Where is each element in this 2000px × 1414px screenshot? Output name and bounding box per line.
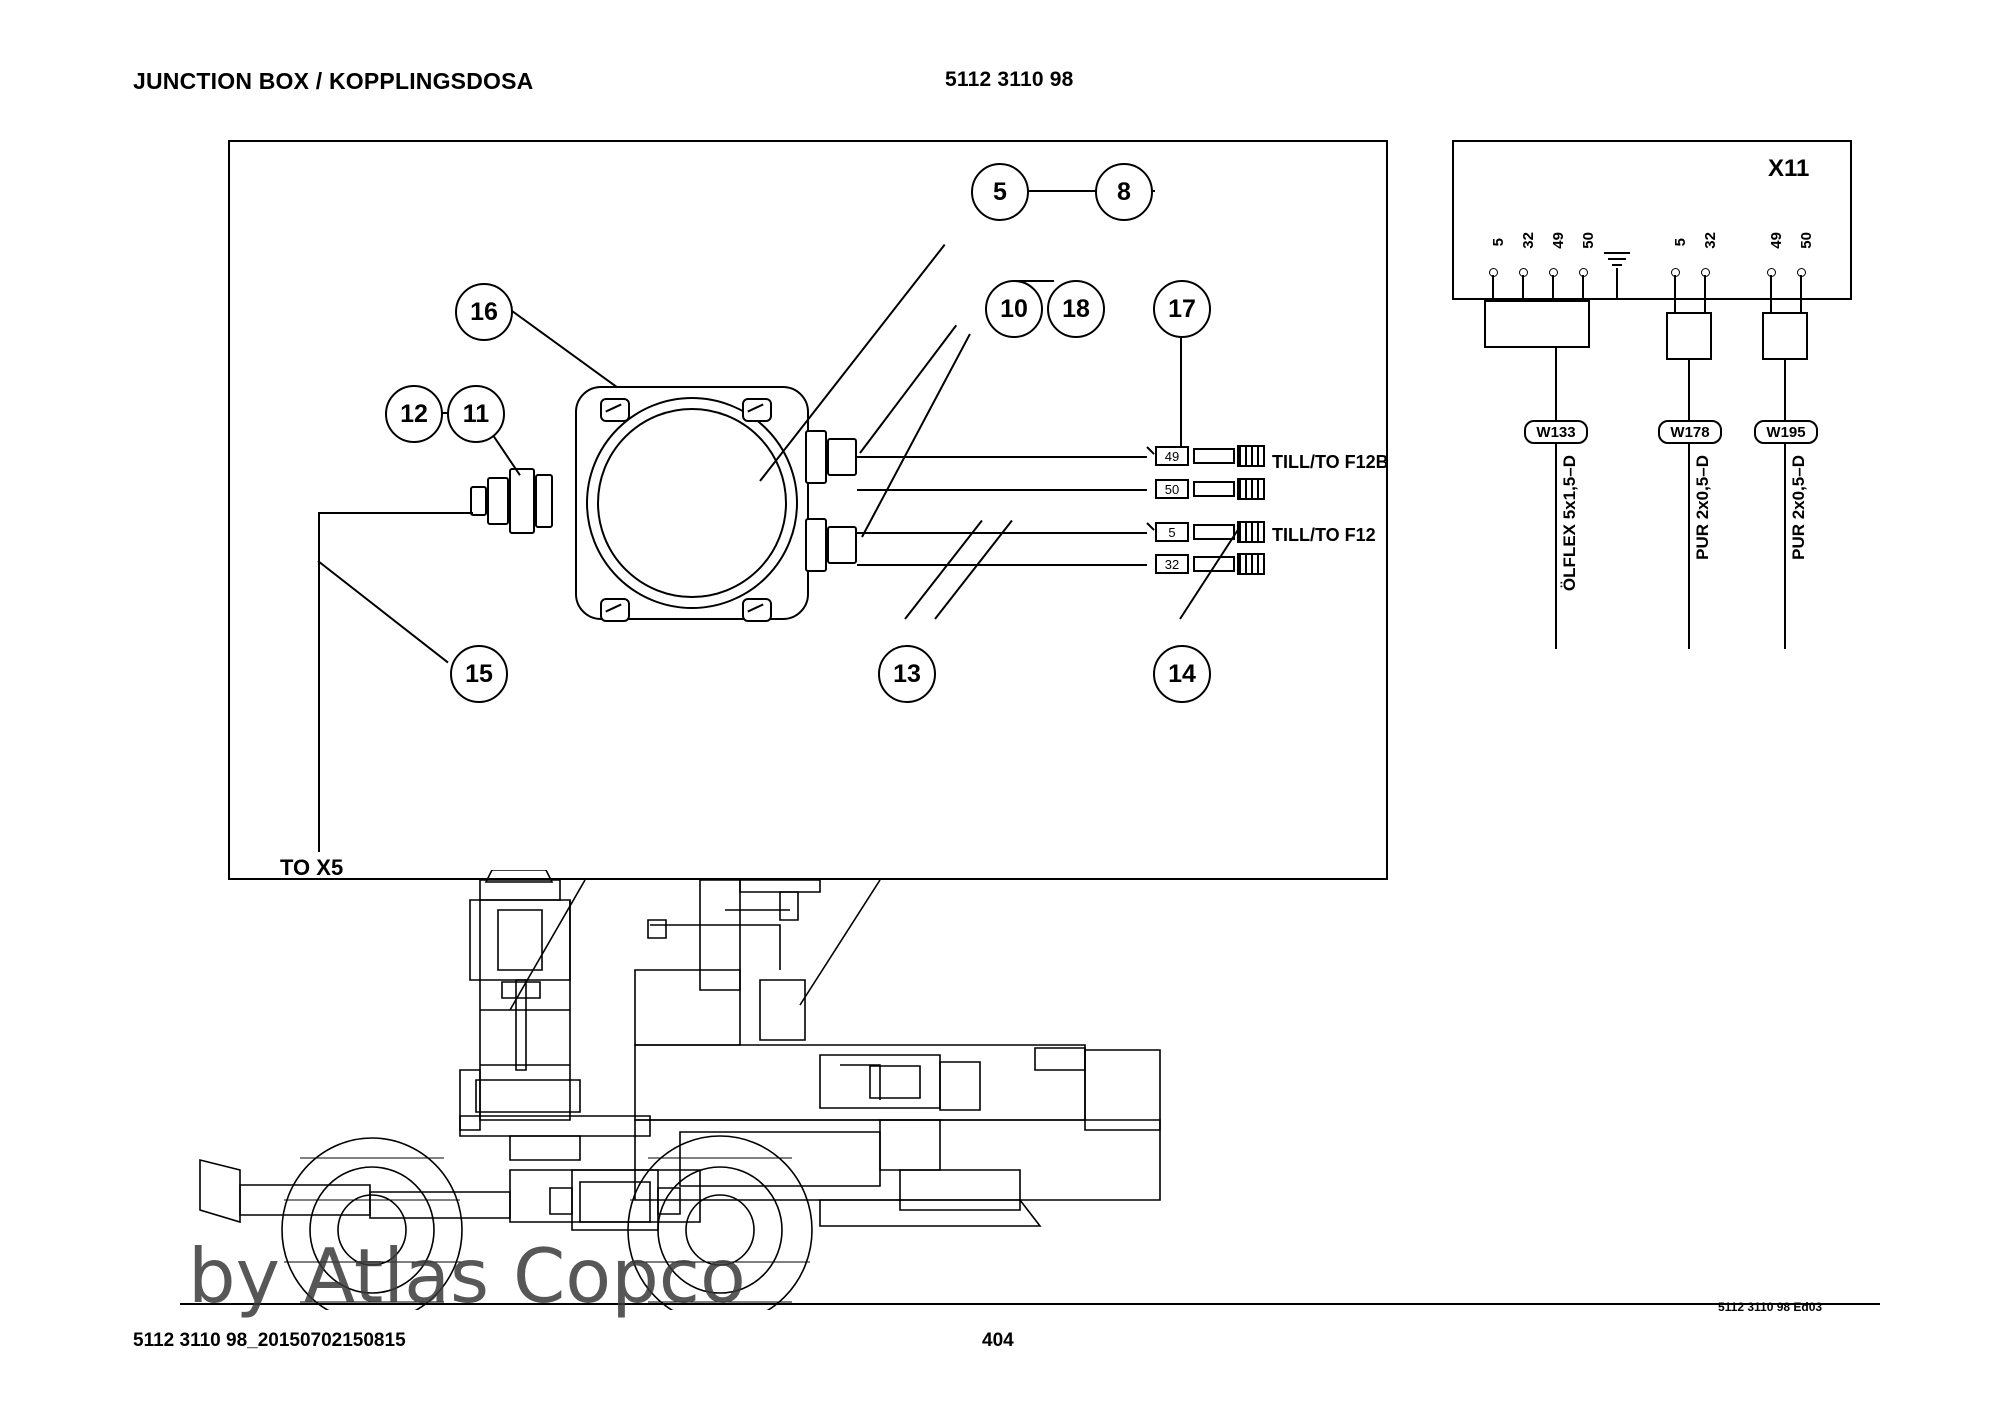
balloon-18: 18 bbox=[1047, 280, 1105, 338]
wire-label: 5 bbox=[1155, 522, 1189, 542]
right-gland-lower-nut bbox=[827, 526, 857, 564]
pin-label: 5 bbox=[1490, 238, 1507, 247]
cable-block-w133 bbox=[1484, 300, 1590, 348]
cable-block-w195 bbox=[1762, 312, 1808, 360]
balloon-5: 5 bbox=[971, 163, 1029, 221]
screw-icon bbox=[742, 598, 772, 622]
wire-label: 49 bbox=[1155, 446, 1189, 466]
right-gland-upper-nut bbox=[827, 438, 857, 476]
wire-connector bbox=[1193, 481, 1235, 497]
wire-label: 32 bbox=[1155, 554, 1189, 574]
cable-lower-w195 bbox=[1784, 444, 1786, 649]
cable-stem-w195 bbox=[1784, 360, 1786, 428]
ferrule-icon bbox=[1237, 478, 1265, 500]
page-title: JUNCTION BOX / KOPPLINGSDOSA bbox=[133, 68, 534, 94]
pin-label: 32 bbox=[1702, 232, 1719, 249]
watermark: by Atlas Copco bbox=[188, 1232, 746, 1320]
balloon-8: 8 bbox=[1095, 163, 1153, 221]
pin-label: 50 bbox=[1798, 232, 1815, 249]
footer-document-id: 5112 3110 98_20150702150815 bbox=[133, 1330, 406, 1351]
pin-label: 49 bbox=[1768, 232, 1785, 249]
destination-label: TILL/TO F12B bbox=[1272, 452, 1389, 472]
cable-stem-w178 bbox=[1688, 360, 1690, 428]
pin-drop bbox=[1704, 275, 1706, 313]
wire-label: 50 bbox=[1155, 479, 1189, 499]
earth-lead bbox=[1616, 268, 1618, 300]
x11-label: X11 bbox=[1768, 155, 1810, 182]
pin-drop bbox=[1770, 275, 1772, 313]
wire-connector bbox=[1193, 448, 1235, 464]
cable-gland-body bbox=[509, 468, 535, 534]
junction-box-lid-inner-ring bbox=[597, 408, 787, 598]
pin-label: 49 bbox=[1550, 232, 1567, 249]
wire-49 bbox=[857, 456, 1147, 458]
to-x5-label: TO X5 bbox=[280, 855, 344, 880]
balloon-10: 10 bbox=[985, 280, 1043, 338]
balloon-14: 14 bbox=[1153, 645, 1211, 703]
footer-edition: 5112 3110 98 Ed03 bbox=[1718, 1300, 1823, 1314]
earth-symbol-bar3 bbox=[1612, 264, 1622, 266]
pin-drop bbox=[1674, 275, 1676, 313]
document-number: 5112 3110 98 bbox=[945, 68, 1074, 91]
cable-type-w195: PUR 2x0,5–D bbox=[1789, 455, 1808, 560]
earth-symbol bbox=[1604, 252, 1630, 254]
pin-label: 32 bbox=[1520, 232, 1537, 249]
cable-lower-w178 bbox=[1688, 444, 1690, 649]
screw-icon bbox=[742, 398, 772, 422]
pin-label: 50 bbox=[1580, 232, 1597, 249]
pin-drop bbox=[1800, 275, 1802, 313]
cable-stem-w133 bbox=[1555, 348, 1557, 428]
cable-block-w178 bbox=[1666, 312, 1712, 360]
cable-lower-w133 bbox=[1555, 444, 1557, 649]
cable-type-w133: ÖLFLEX 5x1,5–D bbox=[1560, 455, 1579, 592]
balloon-15: 15 bbox=[450, 645, 508, 703]
cable-gland-seal bbox=[535, 474, 553, 528]
balloon-11: 11 bbox=[447, 385, 505, 443]
screw-icon bbox=[600, 398, 630, 422]
wire-50 bbox=[857, 489, 1147, 491]
ferrule-icon bbox=[1237, 445, 1265, 467]
screw-icon bbox=[600, 598, 630, 622]
destination-label: TILL/TO F12 bbox=[1272, 525, 1376, 545]
ferrule-icon bbox=[1237, 553, 1265, 575]
pin-label: 5 bbox=[1672, 238, 1689, 247]
cable-tag-w178: W178 bbox=[1658, 420, 1722, 444]
cable-type-w178: PUR 2x0,5–D bbox=[1693, 455, 1712, 560]
right-gland-lower-body bbox=[805, 518, 827, 572]
balloon-13: 13 bbox=[878, 645, 936, 703]
right-gland-upper-body bbox=[805, 430, 827, 484]
earth-symbol-bar2 bbox=[1608, 258, 1626, 260]
wire-32 bbox=[857, 564, 1147, 566]
footer-page-number: 404 bbox=[982, 1330, 1014, 1351]
balloon-12: 12 bbox=[385, 385, 443, 443]
cable-tag-w195: W195 bbox=[1754, 420, 1818, 444]
cable-to-x5-horizontal bbox=[318, 512, 473, 514]
ferrule-icon bbox=[1237, 521, 1265, 543]
balloon-16: 16 bbox=[455, 283, 513, 341]
wire-connector bbox=[1193, 524, 1235, 540]
cable-tag-w133: W133 bbox=[1524, 420, 1588, 444]
cable-gland-nut bbox=[487, 477, 509, 525]
balloon-17: 17 bbox=[1153, 280, 1211, 338]
